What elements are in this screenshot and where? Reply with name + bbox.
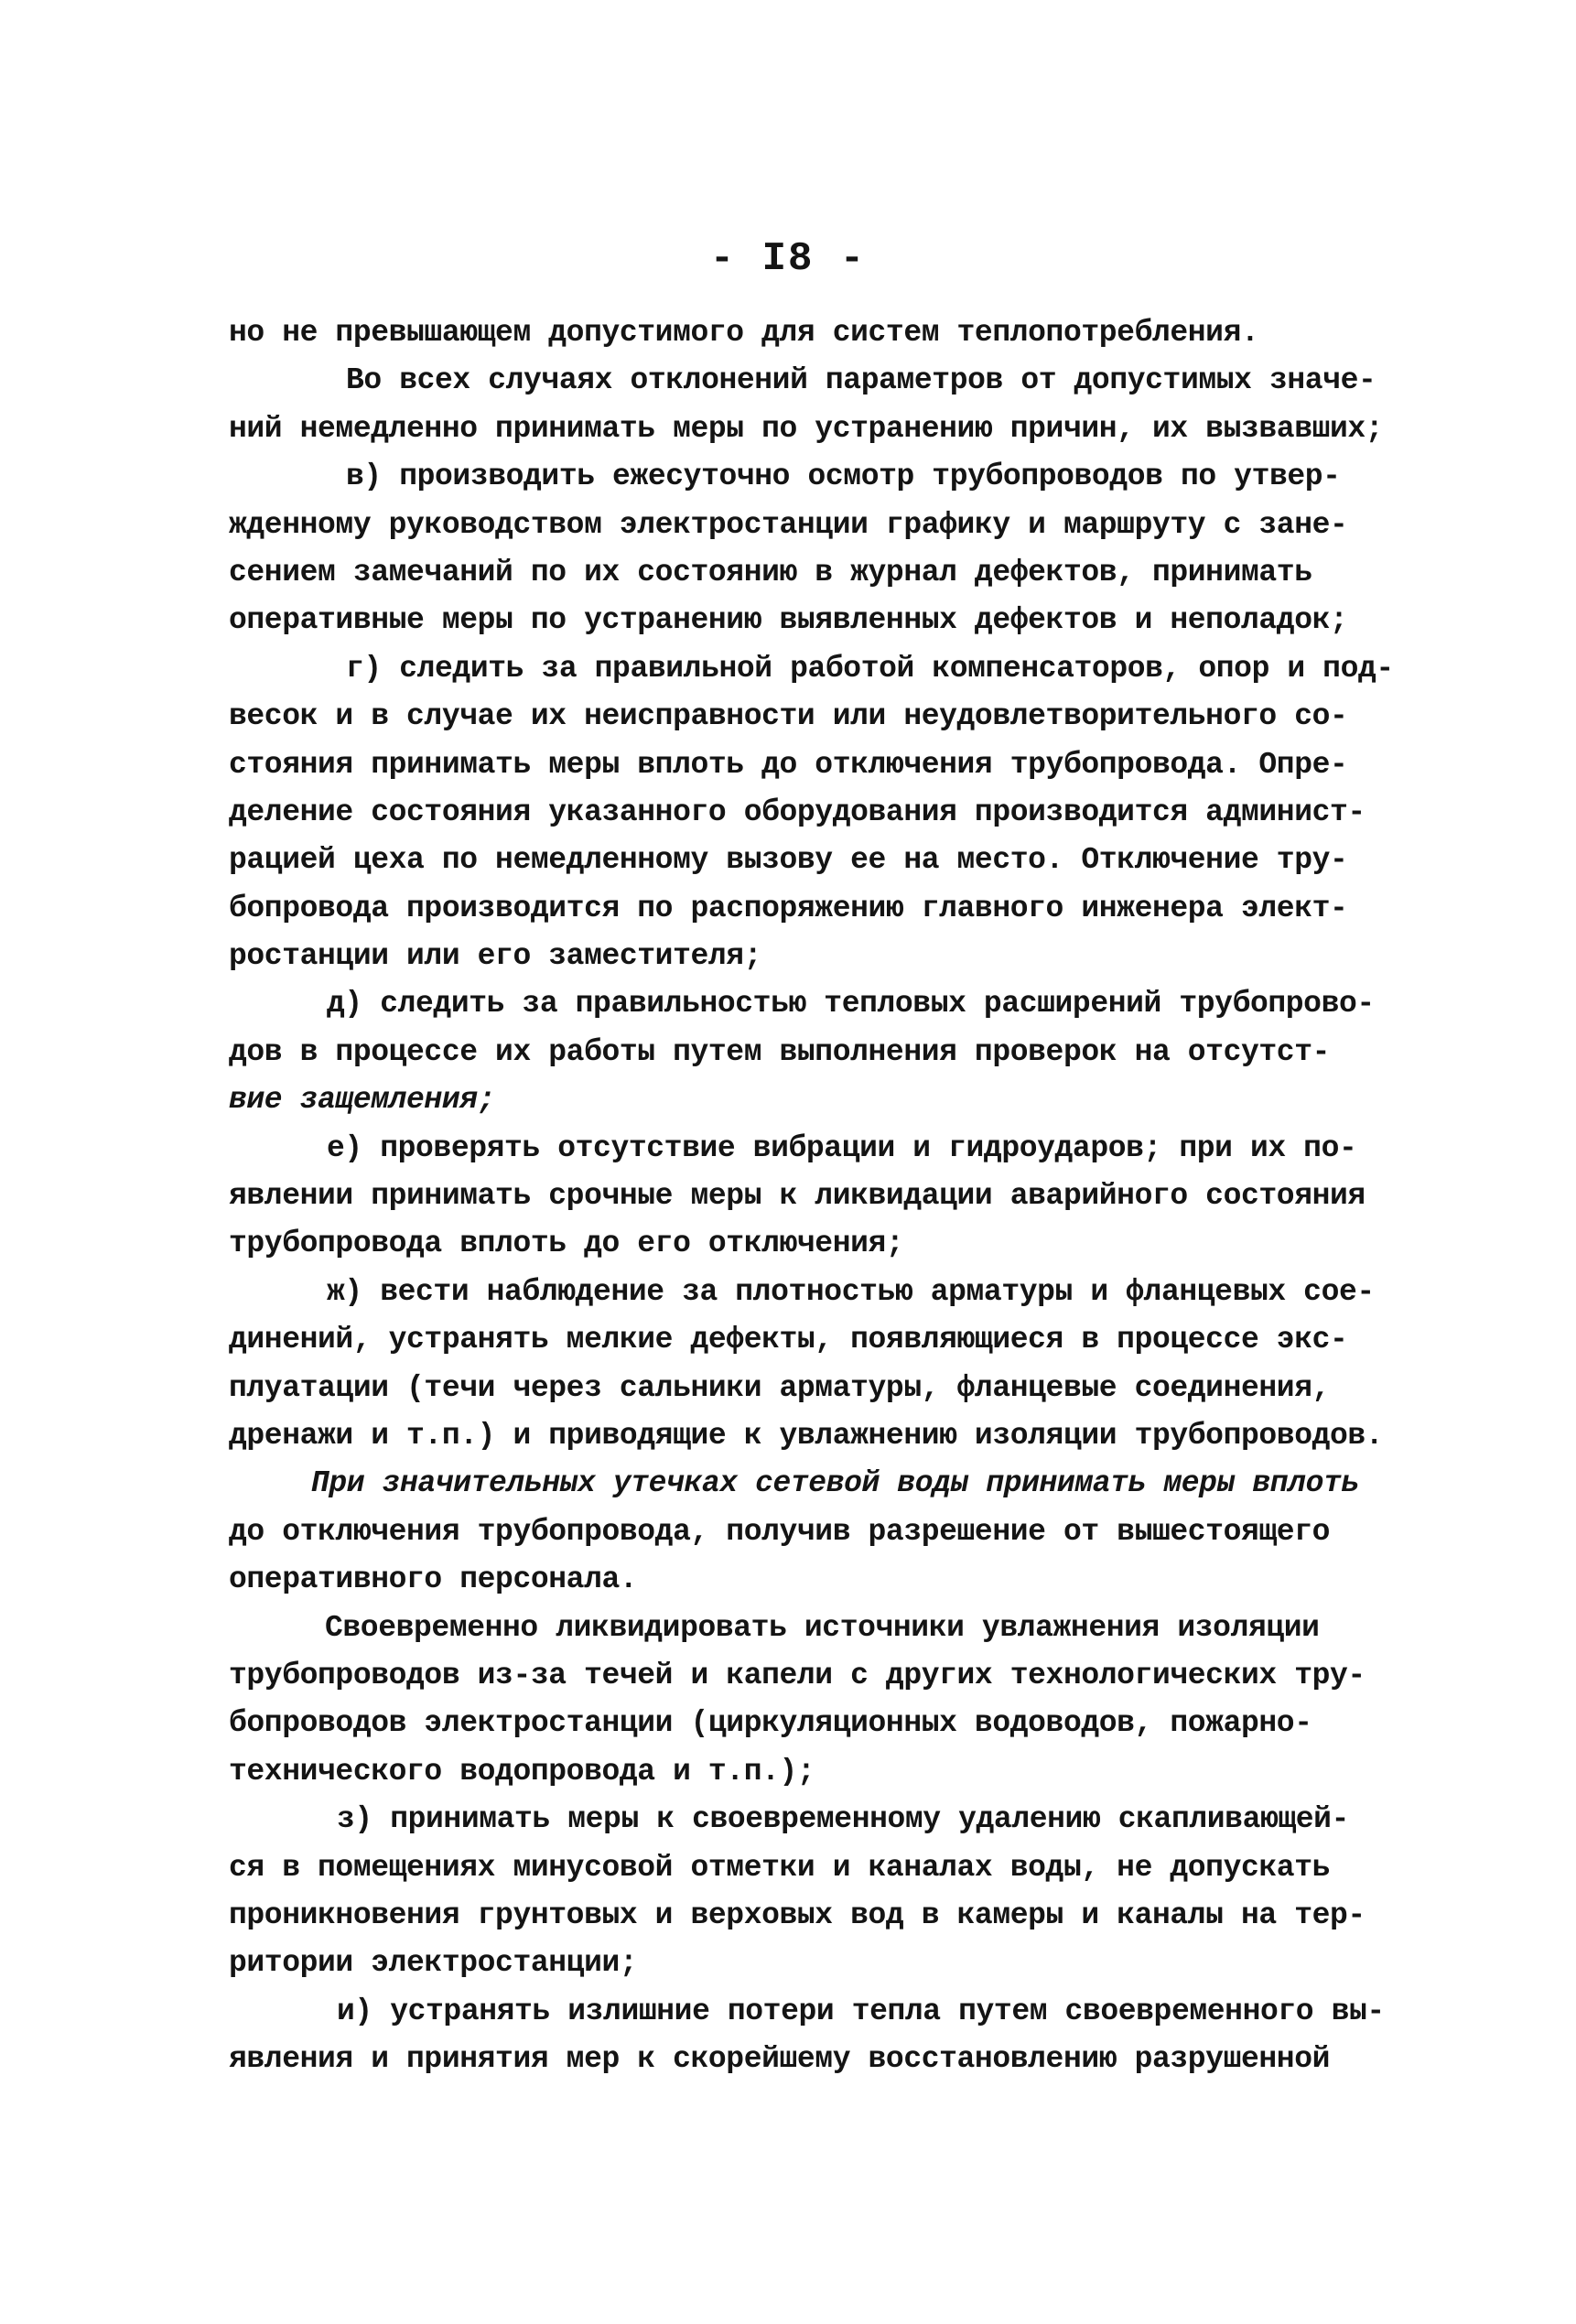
text-line: до отключения трубопровода, получив разрешение от вышестоящего	[229, 1514, 1331, 1549]
document-body	[229, 309, 1446, 2083]
text-line: стояния принимать меры вплоть до отключения трубопровода. Опре-	[229, 747, 1348, 782]
text-line: Во всех случаях отклонений параметров от допустимых значе-	[346, 363, 1376, 398]
text-line: е) проверять отсутствие вибрации и гидроударов; при их по-	[327, 1130, 1357, 1165]
text-line: проникновения грунтовых и верховых вод в камеры и каналы на тер-	[229, 1897, 1366, 1932]
text-line: трубопроводов из-за течей и капели с других технологических тру-	[229, 1658, 1366, 1692]
text-line: д) следить за правильностью тепловых расширений трубопрово-	[327, 987, 1375, 1021]
text-line: динений, устранять мелкие дефекты, появляющиеся в процессе экс-	[229, 1323, 1348, 1357]
text-line: ний немедленно принимать меры по устранению причин, их вызвавших;	[229, 411, 1384, 446]
text-line: При значительных утечках сетевой воды принимать меры вплоть	[311, 1466, 1359, 1501]
text-line: плуатации (течи через сальники арматуры, фланцевые соединения,	[229, 1370, 1331, 1405]
text-line: рацией цеха по немедленному вызову ее на место. Отключение тру-	[229, 843, 1348, 878]
page-number: - I8 -	[709, 236, 867, 282]
text-line: и) устранять излишние потери тепла путем своевременного вы-	[337, 1994, 1385, 2028]
text-line: деление состояния указанного оборудования производится админист-	[229, 794, 1366, 829]
text-line: бопроводов электростанции (циркуляционных водоводов, пожарно-	[229, 1706, 1312, 1741]
text-line: вие защемления;	[229, 1083, 496, 1118]
text-line: оперативные меры по устранению выявленных дефектов и неполадок;	[229, 603, 1348, 638]
text-line: явлении принимать срочные меры к ликвидации аварийного состояния	[229, 1179, 1366, 1214]
text-line: ростанции или его заместителя;	[229, 939, 762, 974]
text-line: явления и принятия мер к скорейшему восстановлению разрушенной	[229, 2042, 1331, 2077]
text-line: ся в помещениях минусовой отметки и каналах воды, не допускать	[229, 1850, 1331, 1885]
text-line: Своевременно ликвидировать источники увлажнения изоляции	[325, 1610, 1320, 1645]
text-line: сением замечаний по их состоянию в журнал дефектов, принимать	[229, 555, 1312, 589]
text-line: г) следить за правильной работой компенсаторов, опор и под-	[346, 651, 1394, 686]
text-line: бопровода производится по распоряжению главного инженера элект-	[229, 891, 1348, 925]
text-line: дов в процессе их работы путем выполнения проверок на отсутст-	[229, 1034, 1331, 1069]
text-line: жденному руководством электростанции графику и маршруту с зане-	[229, 507, 1348, 542]
text-line: ритории электростанции;	[229, 1946, 638, 1981]
text-line: весок и в случае их неисправности или неудовлетворительного со-	[229, 699, 1348, 734]
text-line: трубопровода вплоть до его отключения;	[229, 1227, 904, 1261]
text-line: ж) вести наблюдение за плотностью арматуры и фланцевых сое-	[327, 1274, 1375, 1309]
text-line: но не превышающем допустимого для систем теплопотребления.	[229, 316, 1259, 350]
text-line: дренажи и т.п.) и приводящие к увлажнению изоляции трубопроводов.	[229, 1418, 1384, 1453]
text-line: в) производить ежесуточно осмотр трубопроводов по утвер-	[346, 459, 1341, 494]
text-line: оперативного персонала.	[229, 1562, 638, 1597]
text-line: з) принимать меры к своевременному удалению скапливающей-	[337, 1802, 1349, 1837]
text-line: технического водопровода и т.п.);	[229, 1754, 815, 1789]
